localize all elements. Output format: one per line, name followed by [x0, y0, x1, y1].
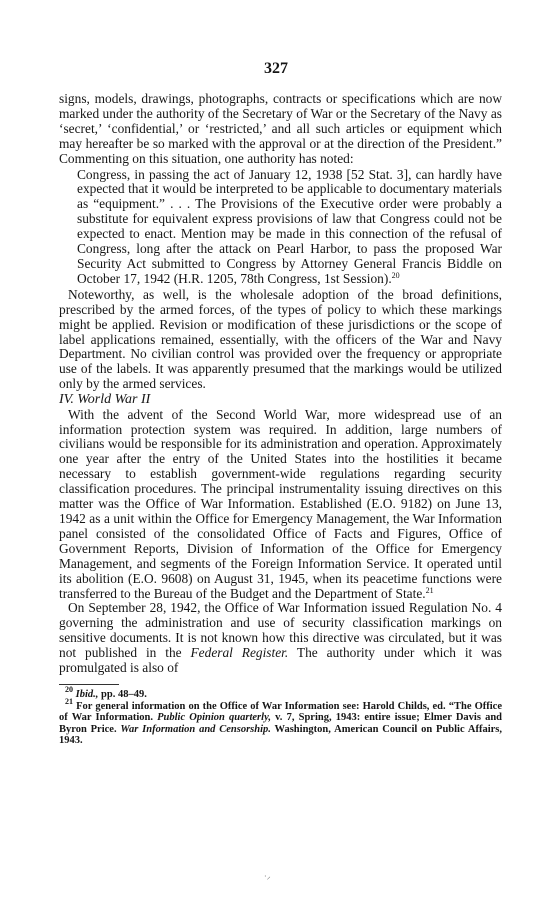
paragraph-regulation: [59, 601, 502, 676]
paragraph-noteworthy: Noteworthy, as well, is the wholesale adoption of the broad definitions, prescribed by the armed forces, of the types of policy to which these markings might be applied. Revision or modification of these jurisdictions or the scope of label applications remained, essentially, with the officers of the War and Navy Department. No civilian control was provided over the frequency or appropriate use of the labels. It was apparently presumed that the markings would be utilized only by the armed services.: [59, 286, 502, 392]
footnote-20-ibid: Ibid.,: [75, 688, 99, 700]
block-quote-text: Congress, in passing the act of January 12, 1938 [52 Stat. 3], can hardly have expected that it would be interpreted to be applicable to documentary materials as “equipment.” . . . The Provisions of the Executive order were probably a substitute for equivalent express provisions of law that Congress could not be expected to enact. Mention may be made in this connection of the refusal of Congress, long after the attack on Pearl Harbor, to pass the proposed War Security Act submitted to Congress by Attorney General Francis Biddle on October 17, 1942 (H.R. 1205, 78th Congress, 1st Session).: [77, 166, 502, 286]
federal-register-title: Federal Register.: [190, 645, 289, 661]
paragraph-regulation-text-after: The authority under which it was promulgated is also of: [59, 645, 502, 676]
scan-mark: ·⸝: [264, 872, 271, 881]
footnote-21: [59, 696, 503, 747]
footnote-20: [59, 684, 502, 701]
footnote-ref-21: 21: [425, 585, 434, 595]
block-quote: [77, 168, 502, 287]
footnote-ref-20: 20: [391, 270, 400, 280]
paragraph-world-war: [59, 408, 502, 602]
footnote-21-number: 21: [65, 696, 73, 706]
paragraph-continuation: signs, models, drawings, photographs, contracts or specifications which are now marked under the authority of the Secretary of War or the Secretary of the Navy as ‘secret,’ ‘confidential,’ or ‘restricted,’ and all such articles or equipment which may hereafter be so marked with the approval or at the direction of the President.” Commenting on this situation, one authority has noted:: [59, 91, 502, 166]
paragraph-regulation-text-before: On September 28, 1942, the Office of War Information issued Regulation No. 4 governing the administration and use of security classification markings on sensitive documents. It is not known how this directive was circulated, but it was not published in the: [59, 600, 502, 661]
page-body: [59, 92, 502, 747]
page-number: 327: [264, 60, 288, 77]
paragraph-world-war-text: With the advent of the Second World War, more widespread use of an information protection system was required. In addition, large numbers of civilians would be responsible for its administration and operation. Approximately one year after the entry of the United States into the hostilities it became necessary to establish government-wide regulations regarding security classification procedures. The principal instrumentality issuing directives on this matter was the Office of War Information. Established (E.O. 9182) on June 13, 1942 as a unit within the Office for Emergency Management, the War Information panel consisted of the consolidated Office of Facts and Figures, Office of Government Reports, Division of Information of the Office for Emergency Management, and segments of the Foreign Information Service. It operated until its abolition (E.O. 9608) on August 31, 1945, when its peacetime functions were transferred to the Bureau of the Budget and the Department of State.: [59, 406, 502, 601]
footnote-21-part-3: v. 7, Spring, 1943: entire issue; Elmer Davis and Byron Price.: [59, 712, 502, 735]
footnote-21-journal-title: Public Opinion quarterly,: [157, 712, 271, 724]
footnote-21-book-title: War Information and Censorship.: [120, 723, 271, 735]
footnote-21-part-5: Washington, American Council on Public Affairs, 1943.: [59, 723, 502, 747]
section-heading: IV. World War II: [59, 392, 151, 408]
footnote-20-text: pp. 48–49.: [98, 688, 147, 700]
footnote-20-number: 20: [65, 684, 73, 694]
footnote-21-part-1: For general information on the Office of War Information see: Harold Childs, ed. “The Office of War Information.: [59, 700, 503, 724]
